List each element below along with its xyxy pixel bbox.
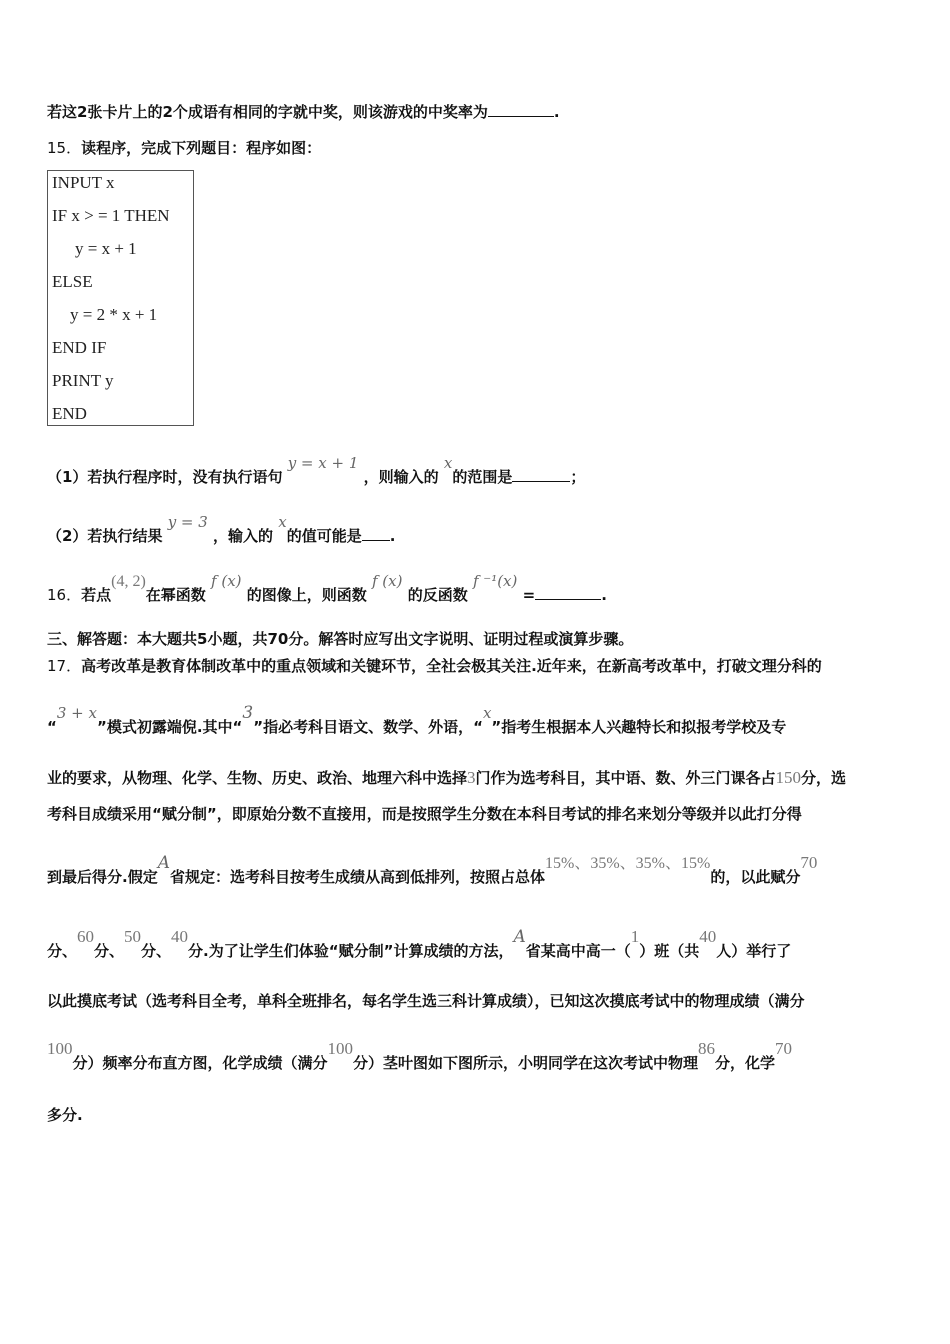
math-3: 3 [467,768,476,787]
program-line: INPUT x [52,173,115,192]
section-heading: 三、解答题：本大题共5小题，共70分。解答时应写出文字说明、证明过程或演算步骤。 [47,630,634,648]
sub1-mid: ，则输入的 [363,468,439,486]
answer-blank [362,526,390,541]
quote: “ [47,718,57,736]
q17-line-7: 以此摸底考试（选考科目全考，单科全班排名，每名学生选三科计算成绩），已知这次摸底考试中的物理成绩（满分 [47,992,805,1010]
answer-blank [512,467,570,482]
q15-heading [47,138,321,158]
math-40: 40 [171,927,189,946]
program-line: END [52,404,87,423]
math-60: 60 [77,927,95,946]
sub1-end: ； [570,468,586,486]
program-line: ELSE [52,272,93,291]
math-fx: f (x) [211,572,242,590]
math-var: x [278,513,287,531]
program-line: IF x > = 1 THEN [52,206,170,225]
q15-number: 15． [47,139,82,157]
q17-line-1 [47,656,822,676]
math-86: 86 [698,1039,716,1058]
q17-text: 分.为了让学生们体验“赋分制”计算成绩的方法， [188,942,514,960]
q16-eq: = [522,586,536,604]
q17-line-5 [47,853,818,888]
q17-text: ）班（共 [639,942,700,960]
sub1-tail: 的范围是 [452,468,513,486]
sub2-label: （2）若执行结果 [47,527,163,545]
program-line: y = x + 1 [75,239,137,258]
q16-t1: 若点 [81,586,112,604]
q17-text: 分、 [94,942,125,960]
math-finv: f ⁻¹(x) [472,572,518,590]
q15-sub1 [47,454,586,487]
q15-sub2 [47,513,396,546]
q16-line [47,572,607,606]
math-var: x [443,454,453,472]
q17-text: 省规定：选考科目按考生成绩从高到低排列，按照占总体 [169,868,545,886]
sub2-mid: ，输入的 [213,527,274,545]
q16-t2: 在幂函数 [145,586,206,604]
program-line: PRINT y [52,371,114,390]
sub1-label: （1）若执行程序时，没有执行语句 [47,468,283,486]
q17-text: 分）茎叶图如下图所示，小明同学在这次考试中物理 [353,1054,699,1072]
math-70: 70 [800,853,818,872]
q17-text: 到最后得分.假定 [47,868,158,886]
q17-text: 分、 [141,942,172,960]
answer-blank [535,585,601,600]
math-100: 100 [47,1039,73,1058]
program-line: y = 2 * x + 1 [70,305,158,324]
math-40: 40 [699,927,717,946]
q17-text: 分、 [47,942,78,960]
q17-line-9: 多分. [47,1106,83,1124]
q17-text: 业的要求，从物理、化学、生物、历史、政治、地理六科中选择 [47,769,468,787]
math-50: 50 [124,927,142,946]
math-A: A [157,853,170,873]
q14-text: 若这2张卡片上的2个成语有相同的字就中奖，则该游戏的中奖率为 [47,103,488,121]
q14-end: . [553,103,560,121]
q17-text: 分）频率分布直方图，化学成绩（满分 [72,1054,328,1072]
program-line: END IF [52,338,107,357]
math-point: (4, 2) [111,573,146,590]
program-box [47,170,194,426]
q17-line-2 [47,703,787,737]
q17-text: 门作为选考科目，其中语、数、外三门课各占 [475,769,776,787]
math-3: 3 [242,703,254,723]
math-percentages: 15%、35%、35%、15% [545,855,711,872]
answer-blank [488,102,554,117]
q17-text: 的，以此赋分 [710,868,801,886]
q16-end: . [601,586,607,604]
math-fx: f (x) [371,572,403,590]
math-x: x [482,704,492,722]
q17-text: ”模式初露端倪.其中“ [96,718,243,736]
q15-title: 读程序，完成下列题目：程序如图： [81,139,322,157]
math-3x: 3 + x [56,704,97,722]
q14-line [47,102,560,122]
math-1: 1 [630,927,640,946]
q17-text: 分，选 [801,769,847,787]
q17-text: 省某高中高一（ [525,942,631,960]
math-70: 70 [775,1039,793,1058]
sub2-end: . [389,527,396,545]
q17-text: 分，化学 [715,1054,776,1072]
math-150: 150 [775,768,802,787]
q17-line-3 [47,768,846,788]
math-A: A [513,927,526,947]
q17-line-6 [47,927,792,961]
math-100: 100 [327,1039,354,1058]
q17-text: ”指必考科目语文、数学、外语，“ [253,718,483,736]
q17-text: 人）举行了 [716,942,792,960]
q17-text: ”指考生根据本人兴趣特长和拟报考学校及专 [491,718,787,736]
q16-number: 16． [47,586,82,604]
sub2-tail: 的值可能是 [286,527,362,545]
q17-text: 高考改革是教育体制改革中的重点领域和关键环节，全社会极其关注.近年来，在新高考改革中，打破文理分科的 [81,657,822,675]
q17-number: 17． [47,657,82,675]
q16-t3: 的图像上，则函数 [246,586,367,604]
math-statement: y = 3 [167,513,208,531]
q17-line-4: 考科目成绩采用“赋分制”，即原始分数不直接用，而是按照学生分数在本科目考试的排名来划分等级并以此打分得 [47,805,802,823]
math-statement: y = x + 1 [287,454,359,472]
q16-t4: 的反函数 [407,586,468,604]
q17-line-8 [47,1039,793,1073]
